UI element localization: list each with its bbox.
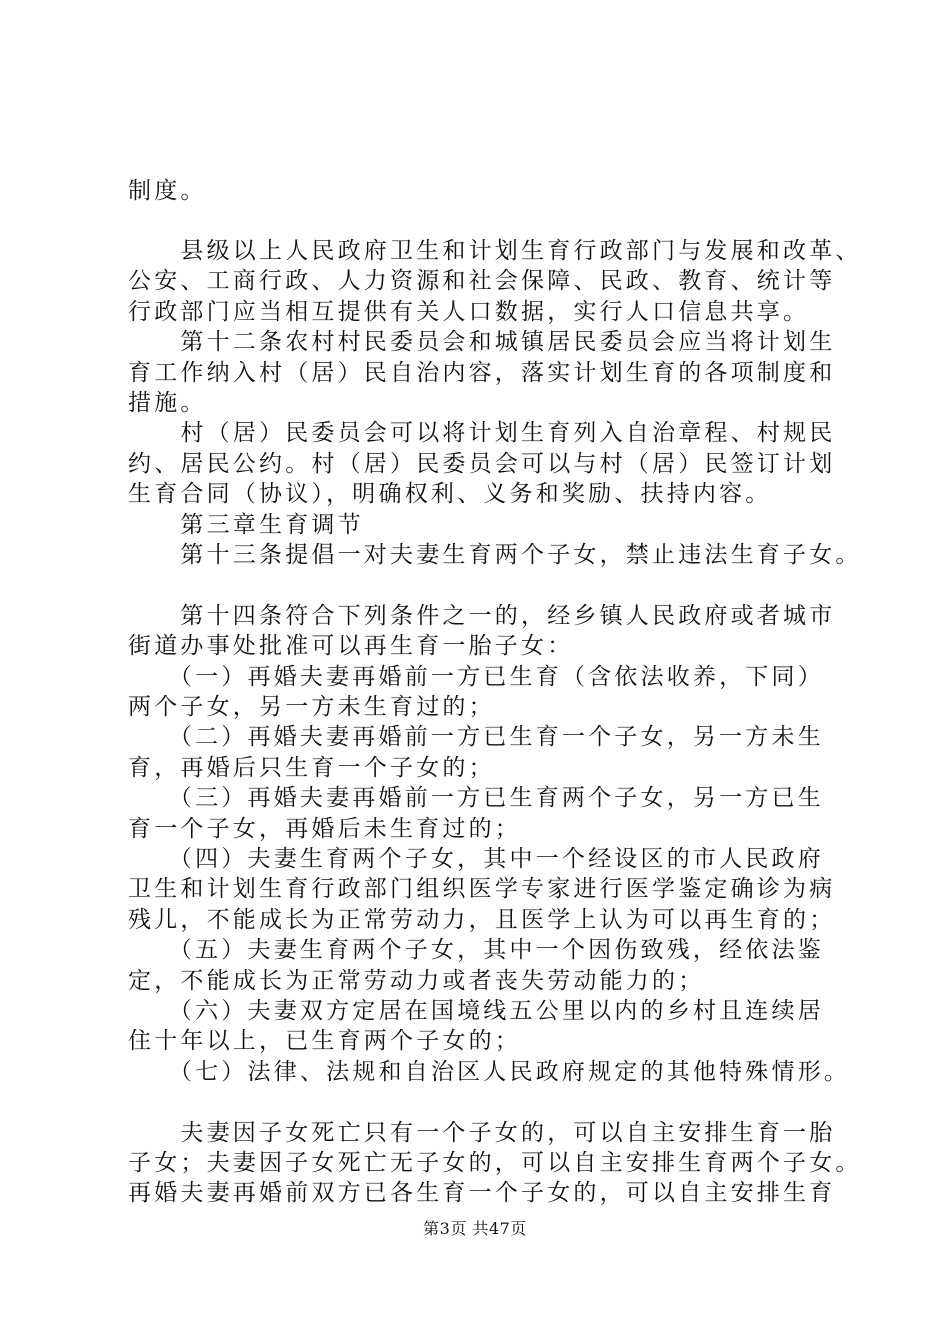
text-line: 育一个子女，再婚后未生育过的； <box>128 816 521 842</box>
text-line: 育工作纳入村（居）民自治内容，落实计划生育的各项制度和 <box>128 360 836 386</box>
text-line: 行政部门应当相互提供有关人口数据，实行人口信息共享。 <box>128 299 810 325</box>
text-line: 子女；夫妻因子女死亡无子女的，可以自主安排生育两个子女。 <box>128 1150 862 1176</box>
text-line: 第十二条农村村民委员会和城镇居民委员会应当将计划生 <box>128 329 836 355</box>
text-line: （二）再婚夫妻再婚前一方已生育一个子女，另一方未生 <box>128 724 824 750</box>
text-line: 县级以上人民政府卫生和计划生育行政部门与发展和改革、 <box>128 238 862 264</box>
text-line: 第十四条符合下列条件之一的，经乡镇人民政府或者城市 <box>128 603 836 629</box>
page-number-footer: 第3页 共47页 <box>423 1219 527 1238</box>
text-line: 残儿，不能成长为正常劳动力，且医学上认为可以再生育的； <box>128 907 836 933</box>
text-line: 制度。 <box>128 178 207 204</box>
text-line: 约、居民公约。村（居）民委员会可以与村（居）民签订计划 <box>128 451 836 477</box>
text-line: （一）再婚夫妻再婚前一方已生育（含依法收养，下同） <box>128 664 824 690</box>
text-line: 措施。 <box>128 390 207 416</box>
text-line: 夫妻因子女死亡只有一个子女的，可以自主安排生育一胎 <box>128 1120 836 1146</box>
text-line: （四）夫妻生育两个子女，其中一个经设区的市人民政府 <box>128 846 824 872</box>
text-line: 第三章生育调节 <box>128 512 364 538</box>
text-line: 住十年以上，已生育两个子女的； <box>128 1028 521 1054</box>
text-line: 卫生和计划生育行政部门组织医学专家进行医学鉴定确诊为病 <box>128 876 836 902</box>
text-line: 街道办事处批准可以再生育一胎子女： <box>128 633 574 659</box>
text-line: 公安、工商行政、人力资源和社会保障、民政、教育、统计等 <box>128 268 836 294</box>
text-line: 定，不能成长为正常劳动力或者丧失劳动能力的； <box>128 968 705 994</box>
text-line: 生育合同（协议），明确权利、义务和奖励、扶持内容。 <box>128 481 772 507</box>
text-line: 育，再婚后只生育一个子女的； <box>128 755 495 781</box>
text-line: 两个子女，另一方未生育过的； <box>128 694 495 720</box>
text-line: 再婚夫妻再婚前双方已各生育一个子女的，可以自主安排生育 <box>128 1180 836 1206</box>
text-line: 村（居）民委员会可以将计划生育列入自治章程、村规民 <box>128 420 836 446</box>
text-line: （六）夫妻双方定居在国境线五公里以内的乡村且连续居 <box>128 998 824 1024</box>
text-line: （三）再婚夫妻再婚前一方已生育两个子女，另一方已生 <box>128 785 824 811</box>
text-line: 第十三条提倡一对夫妻生育两个子女，禁止违法生育子女。 <box>128 542 862 568</box>
text-line: （五）夫妻生育两个子女，其中一个因伤致残，经依法鉴 <box>128 937 824 963</box>
text-line: （七）法律、法规和自治区人民政府规定的其他特殊情形。 <box>128 1059 851 1085</box>
